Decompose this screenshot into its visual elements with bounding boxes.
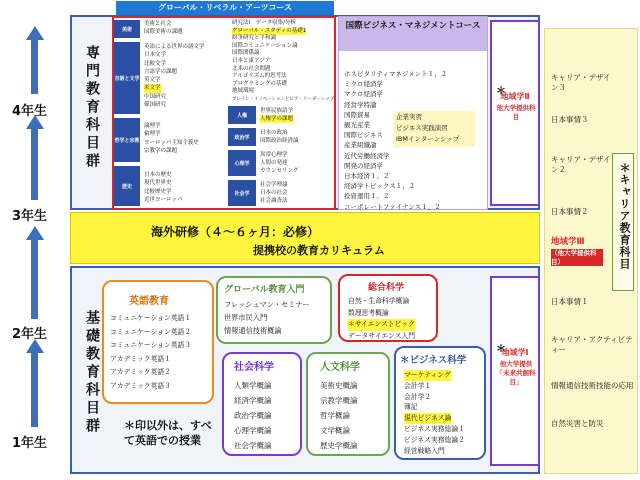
integrated-science-title: 総合科学	[368, 283, 405, 293]
course-item: 経営戦略入門	[404, 446, 445, 455]
english-education-list	[110, 312, 191, 393]
course-item: 社会調査法	[260, 198, 288, 204]
english-instruction-note: ＊印以外は、すべて英語での授業	[124, 419, 212, 447]
career-education-label-box	[612, 153, 634, 291]
course-item: 日本と東アジア	[232, 57, 271, 64]
course-item: 言語学の課題	[144, 68, 178, 75]
liberal-arts-general-list	[232, 20, 334, 104]
liberal-arts-header: グローバル・リベラル・アーツコース	[116, 1, 334, 15]
course-item: 社会学概論	[234, 441, 272, 450]
career-item: 自然災害と防災	[551, 419, 604, 428]
career-item-highlighted: 地域学Ⅲ	[551, 237, 585, 247]
regional-studies-3-note: （他大学提供科目）	[551, 249, 603, 266]
specialized-title: 専門教育科目群	[84, 45, 100, 171]
course-item: 簿記	[404, 403, 418, 412]
course-item: フレッシュマン・セミナー	[224, 300, 310, 309]
course-item: 自然・生命科学概論	[348, 297, 410, 305]
year-arrow-head-3	[26, 226, 44, 240]
study-abroad-band	[70, 212, 540, 264]
course-item-highlighted: グローバル・スタディの基礎1	[232, 27, 307, 34]
category-list-psychology	[260, 151, 298, 175]
course-item: 日本の政治	[260, 130, 288, 136]
course-item: 文学概論	[320, 426, 350, 435]
course-item: 近代労働経済学	[344, 151, 390, 160]
course-item: 論理学	[144, 123, 161, 129]
course-item-highlighted: 現代ビジネス論	[404, 414, 452, 423]
course-item: 会計学１	[404, 381, 432, 390]
career-item: キャリア・デザイン２	[551, 155, 611, 174]
category-list-language	[144, 43, 205, 109]
career-item: 情報通信技術技能の応用	[551, 381, 634, 390]
course-item: 日本の歴史	[144, 172, 172, 178]
course-item: アルゴリズム的思考法	[232, 73, 287, 80]
category-label-human-rights: 人権	[228, 106, 256, 124]
business-practicum-box	[393, 111, 475, 147]
asterisk-mark: ＊	[496, 86, 506, 97]
year-arrow-head-4	[26, 339, 44, 353]
category-label-philosophy: 哲学と宗教	[114, 118, 140, 162]
course-item-highlighted: マーケティング	[404, 371, 451, 379]
course-item: ビジネス実務総論２	[404, 435, 465, 444]
course-item: カウンセリング	[260, 168, 299, 174]
english-education-title: 英語教育	[129, 296, 169, 307]
year-label-3: 3年生	[12, 209, 48, 224]
course-item-highlighted: 米文学	[144, 85, 161, 92]
course-item: 中国研究	[144, 93, 167, 100]
global-intro-title: グローバル教育入門	[224, 285, 305, 295]
course-item: 紛争研究と平和論	[232, 35, 277, 42]
career-item: キャリア・デザイン３	[551, 73, 611, 92]
course-item: 国際コミュニケーション論	[232, 42, 298, 49]
course-item: ヨーロッパ主知主義史	[144, 139, 199, 146]
regional-studies-2-note: 他大学提供科目	[496, 104, 536, 121]
humanities-title: 人文科学	[320, 362, 360, 373]
course-item: 比較歴史学	[144, 188, 172, 195]
course-item: 倫理学	[144, 131, 161, 138]
category-label-politics: 政治学	[228, 128, 256, 146]
course-item: 経済学概論	[234, 396, 272, 405]
category-list-sociology	[260, 181, 288, 205]
year-arrow-shaft-4	[31, 352, 38, 427]
course-item: 経済学トピックス１、２	[344, 182, 416, 191]
social-science-title: 社会科学	[234, 362, 274, 373]
course-item: 産業組織論	[344, 141, 377, 150]
global-intro-list	[224, 298, 310, 337]
integrated-science-list	[348, 296, 415, 342]
course-item: 数理思考概論	[348, 308, 389, 317]
integrated-science-box	[338, 274, 438, 342]
course-item: ミクロ経済学	[344, 80, 383, 89]
year-arrow-head-upper	[26, 26, 44, 40]
course-item: コーポレートファイナンス１、２	[344, 202, 441, 211]
category-label-sociology: 社会学	[228, 180, 256, 206]
practicum-item: IBMインターンシップ	[396, 135, 460, 143]
course-item: マクロ経済学	[344, 90, 383, 99]
course-item: 会計学２	[404, 392, 432, 401]
course-item: アカデミック英語１	[110, 354, 171, 363]
business-science-box	[394, 346, 486, 460]
course-item: 開発の経済学	[344, 161, 383, 170]
business-management-course-box	[338, 16, 488, 210]
english-education-box	[102, 280, 214, 404]
social-science-box	[222, 352, 302, 456]
category-label-history: 歴史	[114, 166, 140, 206]
category-list-human-rights	[260, 107, 293, 123]
course-item: 心理学概論	[234, 426, 272, 435]
course-item: 美術と社会	[144, 21, 172, 27]
category-list-history	[144, 171, 182, 204]
course-item: アカデミック英語３	[110, 381, 171, 390]
year-label-1: 1年生	[12, 436, 48, 451]
humanities-list	[320, 378, 358, 453]
liberal-arts-course-box	[112, 16, 336, 210]
course-item: 研究法Ⅰ データ収集/分析	[232, 20, 296, 26]
course-item: プログラミングの基礎	[232, 80, 287, 87]
regional-studies-1-note: 他大学提供「未来共創科目」	[496, 360, 536, 386]
course-item: 歴史学概論	[320, 441, 358, 450]
year-arrow-shaft-2	[31, 128, 38, 200]
career-item: キャリア・アクティビティー	[551, 335, 633, 354]
study-abroad-title: 海外研修（４〜６ヶ月：必修）	[151, 225, 320, 239]
course-item-highlighted: ＊サイエンストピック	[348, 319, 415, 331]
regional-studies-2-title: 地域学Ⅱ	[500, 92, 530, 101]
course-item: 国際貿易	[344, 110, 370, 119]
category-list-philosophy	[144, 122, 199, 155]
year-arrow-shaft-upper	[31, 39, 38, 94]
humanities-box	[306, 352, 390, 456]
regional-studies-1-title: 地域学Ⅰ	[501, 348, 529, 357]
course-item: コミュニケーション英語１	[110, 314, 192, 322]
career-item: 日本事情２	[551, 207, 589, 216]
year-arrow-head-2	[26, 115, 44, 129]
course-item: ブレイン・イノベーションとピア・リーダーシップ	[232, 96, 335, 102]
course-item: 世界市民入門	[224, 313, 268, 322]
practicum-item: ビジネス実践演習	[396, 124, 448, 132]
category-label-art: 美術	[114, 20, 140, 38]
course-item: ビジネス実務総論１	[404, 424, 465, 433]
regional-studies-2-box	[490, 20, 540, 206]
course-item: 政治学概論	[234, 411, 272, 420]
regional-studies-1-box	[490, 276, 540, 466]
career-item: 日本事情３	[551, 115, 589, 124]
course-item: 人類学概論	[234, 381, 272, 390]
course-item: 観光産業	[344, 121, 370, 130]
business-science-list	[404, 370, 465, 456]
course-item: 経営学特論	[344, 100, 377, 109]
course-item: 韓国研究	[144, 102, 167, 109]
course-item: コミュニケーション英語２	[110, 327, 192, 336]
course-item: 現代世界史	[144, 180, 172, 187]
course-item: 宗教学の課題	[144, 147, 178, 154]
career-education-label: ＊キャリア教育科目	[618, 162, 631, 270]
course-item: 人間の発達	[260, 160, 288, 166]
course-item: 国際政治経済論	[260, 138, 299, 144]
course-item: データサイエンス入門	[348, 331, 416, 340]
category-label-psychology: 心理学	[228, 150, 256, 176]
course-item: 世界民族語学	[260, 108, 294, 114]
practicum-item: 企業実習	[396, 113, 422, 121]
course-item: 近世ヨーロッパ	[144, 196, 183, 203]
course-item: 北米の社会問題	[232, 65, 271, 72]
category-list-art	[144, 20, 183, 37]
course-item: 国際関係論	[232, 50, 260, 57]
career-item: 日本事情１	[551, 297, 589, 306]
course-item: 哲学概論	[320, 411, 350, 420]
year-arrow-shaft-3	[31, 239, 38, 319]
business-science-title: ＊ビジネス科学	[400, 355, 467, 366]
course-item: 日本経済１、２	[344, 172, 390, 181]
course-item: アカデミック英語２	[110, 368, 171, 376]
course-item: 国際ビジネス	[344, 131, 383, 140]
course-item: 社会学理論	[260, 182, 288, 188]
course-item: 地域環境	[232, 88, 255, 95]
social-science-list	[234, 378, 272, 453]
course-item: 異常心理学	[260, 152, 288, 158]
course-item: 情報通信技術概論	[224, 326, 282, 335]
category-list-politics	[260, 129, 299, 145]
business-course-header: 国際ビジネス・マネジメントコース	[339, 17, 487, 51]
course-item: 国際美術の課題	[144, 29, 183, 36]
study-abroad-subtitle: 提携校の教育カリキュラム	[253, 244, 385, 257]
course-item: 美術史概論	[320, 381, 358, 390]
year-label-2: 2年生	[12, 327, 48, 342]
course-item: 日本文学	[144, 52, 167, 59]
course-item: コミュニケーション英語３	[110, 341, 192, 349]
course-item: ホスピタリティマネジメント１、２	[344, 70, 448, 78]
course-item: 日本の社会	[260, 190, 288, 196]
course-item: 英語による世界の諸文学	[144, 44, 205, 50]
course-item: 比較文学	[144, 60, 167, 67]
category-label-language: 言語と文学	[114, 42, 140, 114]
asterisk-mark: ＊	[496, 344, 506, 355]
global-intro-box	[216, 276, 332, 344]
course-item: 投資運用１、２	[344, 192, 390, 201]
foundation-title: 基礎教育科目群	[84, 310, 100, 436]
course-item: 宗教学概論	[320, 396, 358, 405]
course-item-highlighted: 人権学の課題	[260, 116, 294, 122]
year-label-4: 4年生	[12, 104, 48, 119]
course-item: 英文学	[144, 77, 161, 84]
